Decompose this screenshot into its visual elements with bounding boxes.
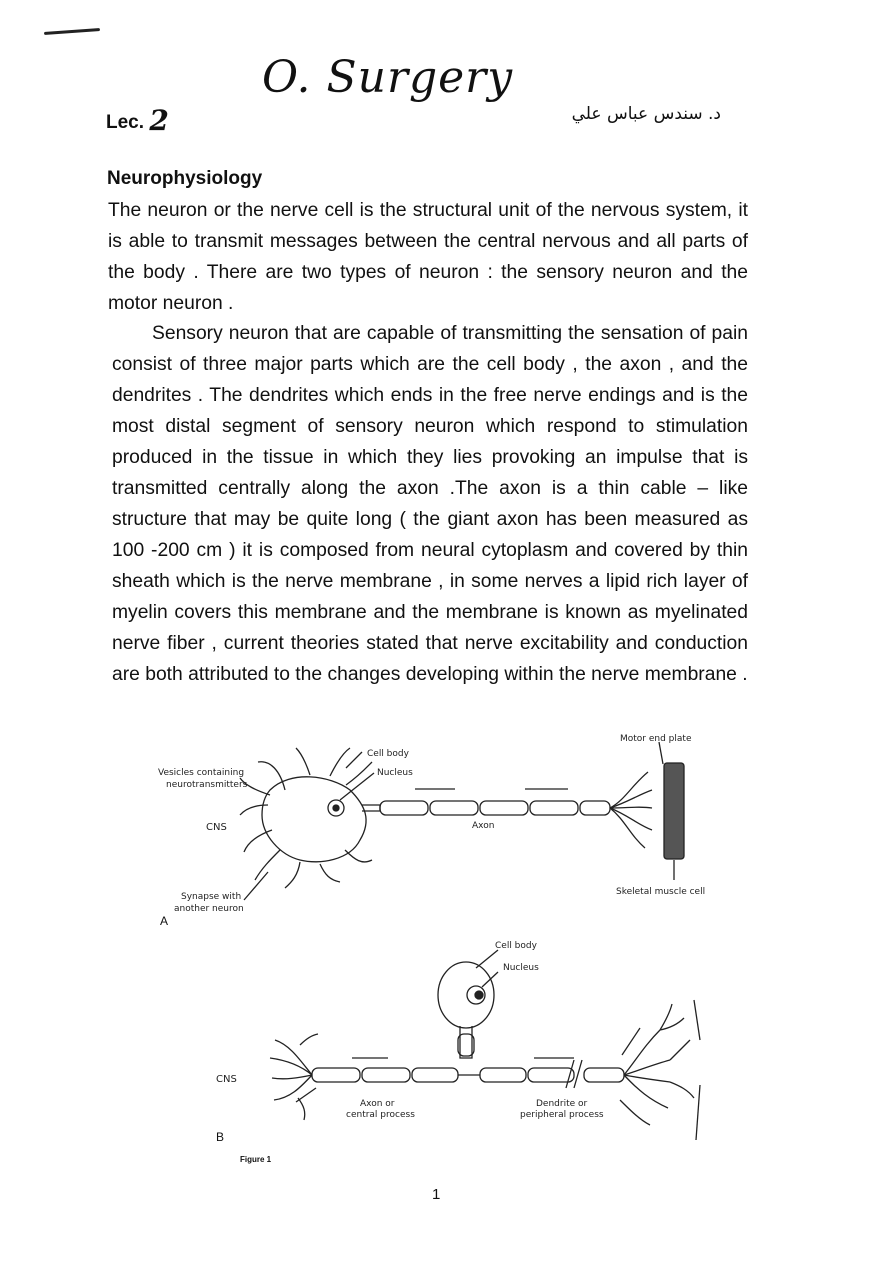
- label-b-nucleus: Nucleus: [503, 963, 539, 973]
- figure-caption: Figure 1: [240, 1155, 272, 1164]
- lecture-label-text: Lec.: [106, 112, 145, 133]
- axon-a-myelin: [380, 801, 610, 815]
- skeletal-muscle-cell: [664, 763, 684, 859]
- label-a-axon: Axon: [472, 821, 495, 831]
- paragraph-1: The neuron or the nerve cell is the structural unit of the nervous system, it is able to transmit messages between the central nervous and all parts of the body . There are two types of neuron : the sensory neuron and the motor neuron .: [108, 200, 748, 314]
- author-name: د. سندس عباس علي: [571, 104, 721, 124]
- label-b-axon-2: central process: [346, 1110, 415, 1120]
- label-b-dendrite-1: Dendrite or: [536, 1099, 588, 1109]
- label-a-skeletal-muscle: Skeletal muscle cell: [616, 887, 706, 897]
- label-b-cell-body: Cell body: [495, 941, 537, 951]
- label-b-dendrite-2: peripheral process: [520, 1110, 604, 1120]
- label-a-cell-body: Cell body: [367, 749, 409, 759]
- lecture-number: 2: [149, 104, 169, 137]
- label-b-axon-1: Axon or: [360, 1099, 395, 1109]
- label-a-nucleus: Nucleus: [377, 768, 413, 778]
- motor-neuron-cell-body: [262, 777, 366, 862]
- label-a-synapse-2: another neuron: [174, 904, 244, 914]
- figure-a-label: A: [160, 914, 169, 928]
- label-a-vesicles-1: Vesicles containing: [158, 768, 245, 778]
- course-title: O. Surgery: [262, 52, 514, 103]
- label-a-vesicles-2: neurotransmitters: [166, 780, 248, 790]
- page-number: 1: [432, 1186, 441, 1203]
- label-a-motor-end-plate: Motor end plate: [620, 734, 692, 744]
- label-a-cns: CNS: [206, 822, 227, 833]
- figure-b-label: B: [216, 1130, 225, 1144]
- label-a-synapse-1: Synapse with: [181, 892, 242, 902]
- section-heading: Neurophysiology: [107, 168, 263, 189]
- label-b-cns: CNS: [216, 1074, 237, 1085]
- paragraph-2: Sensory neuron that are capable of transmitting the sensation of pain consist of three major parts which are the cell body , the axon , and the dendrites . The dendrites which ends in the free nerve endings and is the most distal segment of sensory neuron which respond to stimulation produced in the tissue in which they lies provoking an impulse that is transmitted centrally along the axon .The axon is a thin cable – like structure that may be quite long ( the giant axon has been measured as 100 -200 cm ) it is composed from neural cytoplasm and covered by thin sheath which is the nerve membrane , in some nerves a lipid rich layer of myelin covers this membrane and the membrane is known as myelinated nerve fiber , current theories stated that nerve excitability and conduction are both attributed to the changes developing within the nerve membrane .: [112, 323, 748, 685]
